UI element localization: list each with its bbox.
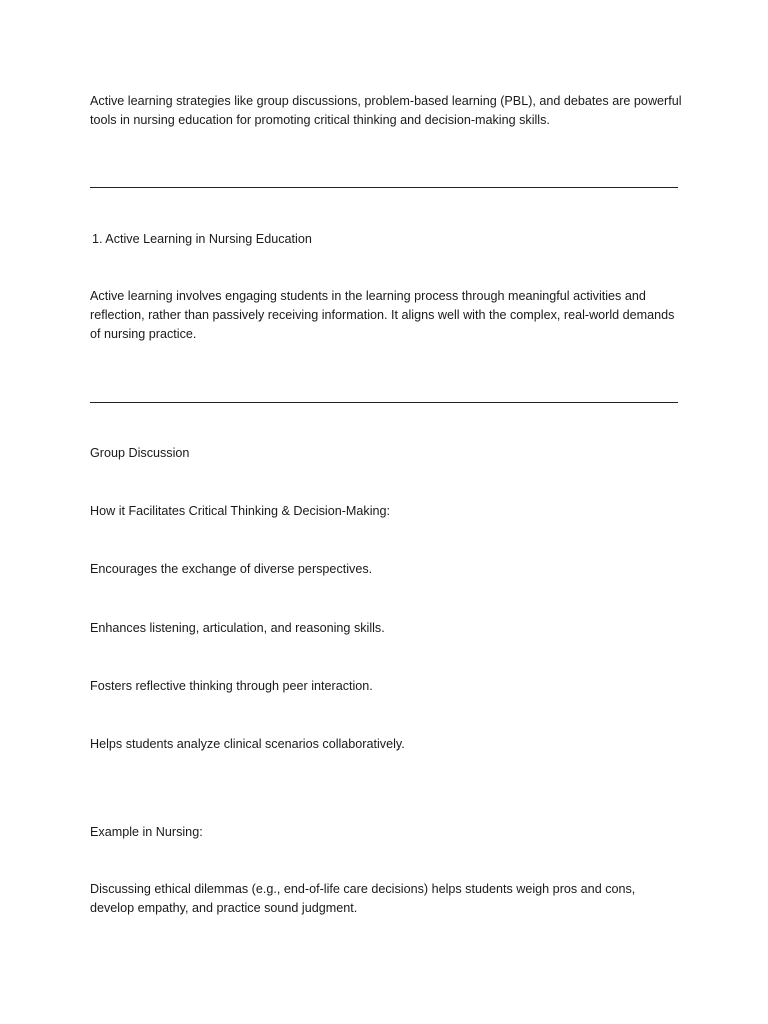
how-heading: How it Facilitates Critical Thinking & Decision-Making: [90, 504, 391, 518]
list-item: Helps students analyze clinical scenarios collaboratively. [90, 737, 405, 751]
section-body-paragraph: Active learning involves engaging students in the learning process through meaningful activities and reflection, rather than passively receiving information. It aligns well with the complex, real-world demands of nursing practice. [90, 289, 675, 341]
example-paragraph: Discussing ethical dilemmas (e.g., end-of-life care decisions) helps students weigh pros and cons, develop empathy, and practice sound judgment. [90, 882, 636, 915]
list-item: Enhances listening, articulation, and reasoning skills. [90, 621, 385, 635]
list-item: Encourages the exchange of diverse perspectives. [90, 562, 373, 576]
intro-paragraph: Active learning strategies like group discussions, problem-based learning (PBL), and debates are powerful tools in nursing education for promoting critical thinking and decision-making skills. [90, 94, 682, 127]
list-item: Fosters reflective thinking through peer interaction. [90, 679, 373, 693]
subsection-title: Group Discussion [90, 446, 190, 460]
horizontal-divider [90, 187, 678, 188]
section-heading: 1. Active Learning in Nursing Education [92, 232, 312, 246]
example-heading: Example in Nursing: [90, 825, 203, 839]
horizontal-divider [90, 402, 678, 403]
